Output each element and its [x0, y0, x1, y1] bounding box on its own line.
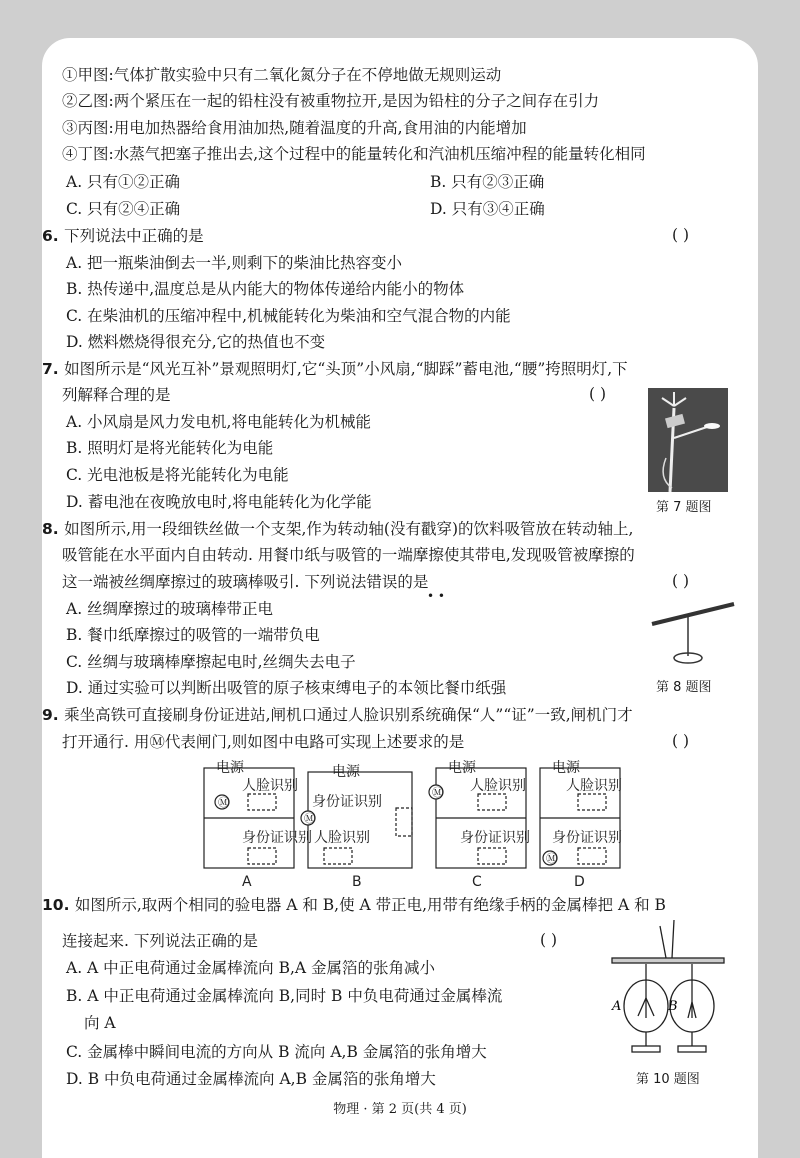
question-number: 8. — [42, 520, 65, 538]
question-stem-line2: 列解释合理的是 — [62, 386, 171, 404]
circuit-label-b: B — [352, 874, 362, 890]
electroscope-label-b: B — [668, 999, 678, 1014]
statement-2: ②乙图:两个紧压在一起的铅柱没有被重物拉开,是因为铅柱的分子之间存在引力 — [62, 92, 600, 110]
question-stem: 如图所示,取两个相同的验电器 A 和 B,使 A 带正电,用带有绝缘手柄的金属棒把 A 和 B — [74, 896, 666, 914]
question-stem-line2: 连接起来. 下列说法正确的是 — [62, 932, 258, 950]
motor-symbol-d: Ⓜ — [546, 852, 557, 865]
question-number: 9. — [42, 706, 65, 724]
face-label-a: 人脸识别 — [242, 778, 298, 794]
option-b: B. A 中正电荷通过金属棒流向 B,同时 B 中负电荷通过金属棒流 — [66, 987, 503, 1005]
option-a: A. 丝绸摩擦过的玻璃棒带正电 — [66, 600, 274, 618]
figure-caption: 第 7 题图 — [656, 500, 712, 515]
option-c: C. 在柴油机的压缩冲程中,机械能转化为柴油和空气混合物的内能 — [66, 307, 511, 325]
option-b: B. 餐巾纸摩擦过的吸管的一端带负电 — [66, 626, 320, 644]
option-c: C. 金属棒中瞬间电流的方向从 B 流向 A,B 金属箔的张角增大 — [66, 1043, 487, 1061]
option-c: C. 光电池板是将光能转化为电能 — [66, 466, 289, 484]
answer-bracket[interactable]: ( ) — [589, 385, 607, 403]
option-d: D. 蓄电池在夜晚放电时,将电能转化为化学能 — [66, 493, 372, 511]
straw-apparatus-figure — [648, 598, 738, 668]
electroscope-figure — [608, 918, 728, 1063]
option-a: A. 只有①②正确 — [66, 173, 181, 191]
option-c: C. 丝绸与玻璃棒摩擦起电时,丝绸失去电子 — [66, 653, 356, 671]
answer-bracket[interactable]: ( ) — [672, 732, 690, 750]
electroscope-label-a: A — [612, 999, 622, 1014]
id-label-a: 身份证识别 — [242, 830, 312, 846]
statement-1: ①甲图:气体扩散实验中只有二氧化氮分子在不停地做无规则运动 — [62, 66, 502, 84]
question-stem: 乘坐高铁可直接刷身份证进站,闸机口通过人脸识别系统确保“人”“证”一致,闸机门才 — [64, 706, 633, 724]
circuit-label-a: A — [242, 874, 252, 890]
option-b: B. 热传递中,温度总是从内能大的物体传递给内能小的物体 — [66, 280, 465, 298]
street-lamp-photo — [648, 388, 728, 492]
option-b: B. 只有②③正确 — [430, 173, 545, 191]
circuit-label-d: D — [574, 874, 585, 890]
question-10 — [42, 895, 666, 915]
page-footer: 物理 · 第 2 页(共 4 页) — [333, 1102, 467, 1117]
motor-symbol-b: Ⓜ — [304, 812, 315, 825]
emphasis-dots: • • — [427, 589, 445, 603]
answer-bracket[interactable]: ( ) — [672, 572, 690, 590]
statement-4: ④丁图:水蒸气把塞子推出去,这个过程中的能量转化和汽油机压缩冲程的能量转化相同 — [62, 145, 646, 163]
statement-3: ③丙图:用电加热器给食用油加热,随着温度的升高,食用油的内能增加 — [62, 119, 527, 137]
power-label-c: 电源 — [448, 760, 476, 776]
option-a: A. A 中正电荷通过金属棒流向 B,A 金属箔的张角减小 — [66, 959, 436, 977]
question-7 — [42, 359, 628, 379]
question-8 — [42, 519, 633, 539]
face-label-d: 人脸识别 — [566, 778, 622, 794]
power-label-b: 电源 — [332, 764, 360, 780]
option-d: D. 只有③④正确 — [430, 200, 545, 218]
answer-bracket[interactable]: ( ) — [672, 226, 690, 244]
figure-caption: 第 10 题图 — [636, 1072, 700, 1087]
motor-symbol-c: Ⓜ — [432, 786, 443, 799]
face-label-b: 人脸识别 — [314, 830, 370, 846]
option-d: D. B 中负电荷通过金属棒流向 A,B 金属箔的张角增大 — [66, 1070, 436, 1088]
question-stem: 如图所示是“风光互补”景观照明灯,它“头顶”小风扇,“脚踩”蓄电池,“腰”挎照明灯,下 — [64, 360, 628, 378]
question-stem-line2: 吸管能在水平面内自由转动. 用餐巾纸与吸管的一端摩擦使其带电,发现吸管被摩擦的 — [62, 546, 635, 564]
id-label-d: 身份证识别 — [552, 830, 622, 846]
option-c: C. 只有②④正确 — [66, 200, 181, 218]
id-label-b: 身份证识别 — [312, 794, 382, 810]
question-number: 10. — [42, 896, 75, 914]
question-6 — [42, 226, 204, 246]
exam-page — [42, 38, 758, 1158]
question-stem: 下列说法中正确的是 — [64, 227, 204, 245]
circuit-options-figure — [202, 760, 622, 890]
option-d: D. 通过实验可以判断出吸管的原子核束缚电子的本领比餐巾纸强 — [66, 679, 507, 697]
question-9 — [42, 705, 633, 725]
question-stem-line2: 打开通行. 用Ⓜ代表闸门,则如图中电路可实现上述要求的是 — [62, 733, 465, 751]
option-a: A. 小风扇是风力发电机,将电能转化为机械能 — [66, 413, 371, 431]
power-label-d: 电源 — [552, 760, 580, 776]
power-label-a: 电源 — [216, 760, 244, 776]
face-label-c: 人脸识别 — [470, 778, 526, 794]
option-b: B. 照明灯是将光能转化为电能 — [66, 439, 274, 457]
circuit-label-c: C — [472, 874, 482, 890]
question-number: 6. — [42, 227, 65, 245]
option-b-line2: 向 A — [84, 1014, 116, 1032]
question-stem: 如图所示,用一段细铁丝做一个支架,作为转动轴(没有戳穿)的饮料吸管放在转动轴上, — [64, 520, 634, 538]
option-a: A. 把一瓶柴油倒去一半,则剩下的柴油比热容变小 — [66, 254, 402, 272]
answer-bracket[interactable]: ( ) — [540, 931, 558, 949]
motor-symbol-a: Ⓜ — [218, 796, 229, 809]
question-stem-line3: 这一端被丝绸摩擦过的玻璃棒吸引. 下列说法错误的是 — [62, 573, 429, 591]
figure-caption: 第 8 题图 — [656, 680, 712, 695]
question-number: 7. — [42, 360, 65, 378]
option-d: D. 燃料燃烧得很充分,它的热值也不变 — [66, 333, 326, 351]
id-label-c: 身份证识别 — [460, 830, 530, 846]
